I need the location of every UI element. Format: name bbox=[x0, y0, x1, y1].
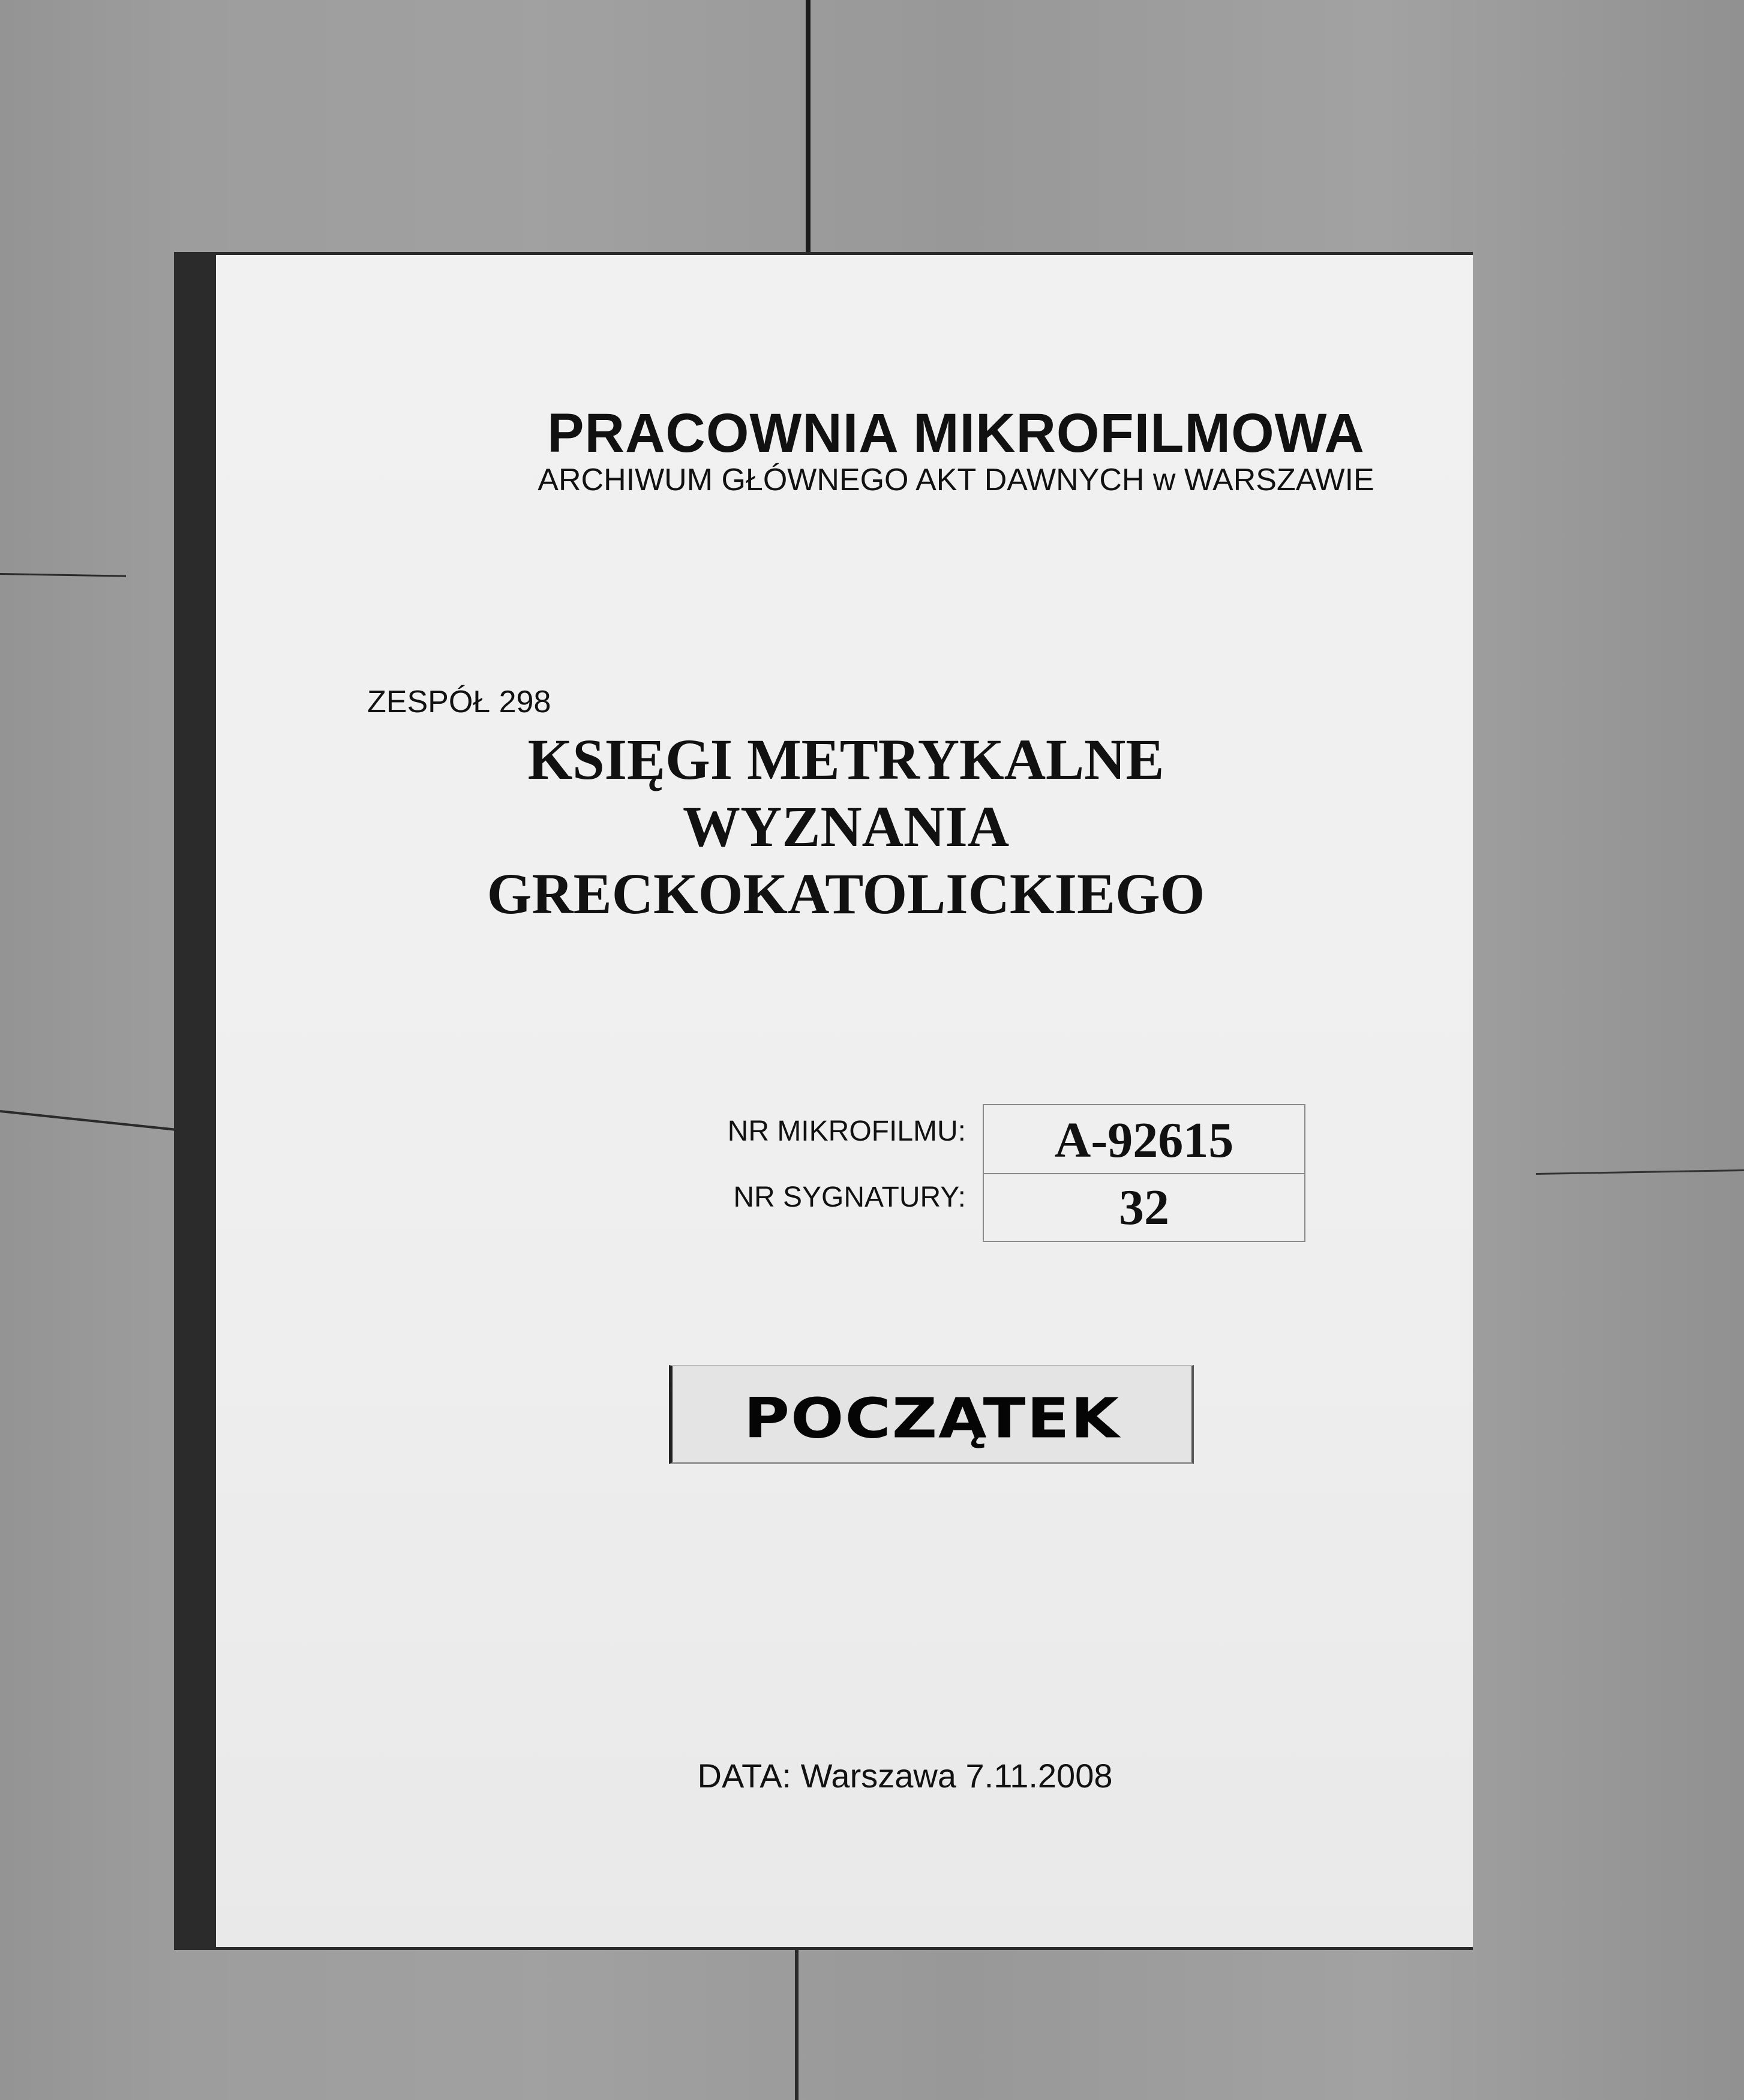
board-seam-bottom bbox=[795, 1950, 799, 2100]
collection-title-line: KSIĘGI METRYKALNE bbox=[527, 727, 1164, 791]
header-subtitle: ARCHIWUM GŁÓWNEGO AKT DAWNYCH w WARSZAWIE bbox=[538, 463, 1374, 497]
header-title: PRACOWNIA MIKROFILMOWA bbox=[547, 403, 1365, 464]
start-stamp-text: POCZĄTEK bbox=[743, 1386, 1121, 1451]
registry-divider bbox=[984, 1173, 1304, 1174]
signature-number: 32 bbox=[1119, 1180, 1169, 1235]
collection-title-line: WYZNANIA bbox=[682, 794, 1010, 859]
collection-title-line: GRECKOKATOLICKIEGO bbox=[487, 862, 1205, 926]
registry-box bbox=[983, 1104, 1305, 1242]
fond-number: ZESPÓŁ 298 bbox=[367, 685, 551, 719]
collection-title bbox=[420, 726, 1272, 928]
start-stamp bbox=[669, 1365, 1194, 1464]
title-sheet bbox=[216, 255, 1473, 1947]
microfilm-label: NR MIKROFILMU: bbox=[727, 1115, 966, 1147]
date-line: DATA: Warszawa 7.11.2008 bbox=[697, 1757, 1113, 1795]
microfilm-number: A-92615 bbox=[1054, 1112, 1234, 1168]
board-seam-top bbox=[806, 0, 811, 252]
signature-label: NR SYGNATURY: bbox=[733, 1181, 966, 1213]
